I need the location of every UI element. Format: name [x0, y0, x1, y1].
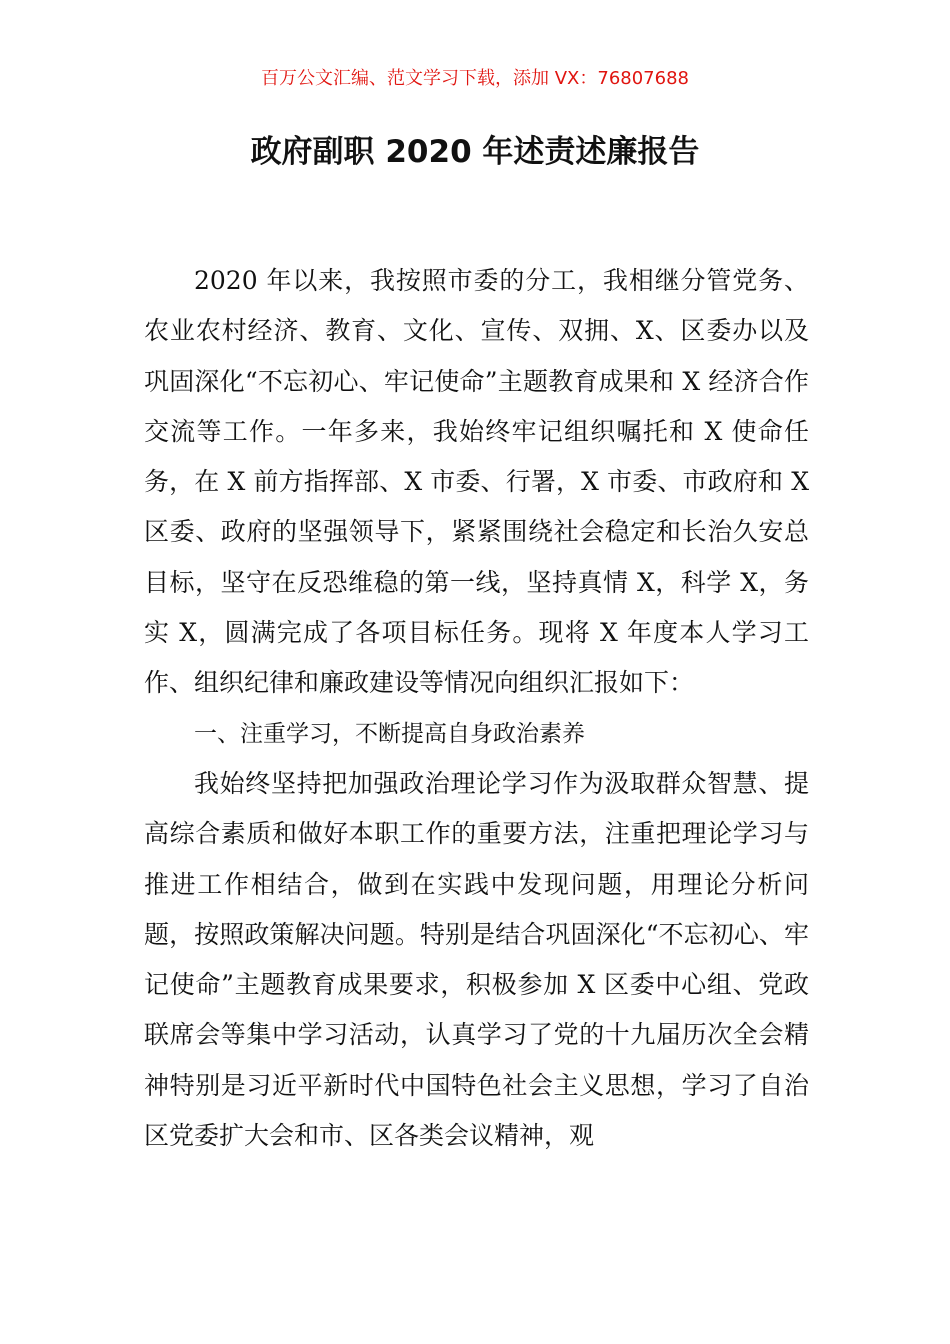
paragraph-intro: 2020 年以来，我按照市委的分工，我相继分管党务、农业农村经济、教育、文化、宣传、双拥、X、区委办以及巩固深化“不忘初心、牢记使命”主题教育成果和 X 经济合作交流等工作。一年多来，我始终牢记组织嘱托和 X 使命任务，在 X 前方指挥部、X 市委、行署，X 市委、市政府和 X 区委、政府的坚强领导下，紧紧围绕社会稳定和长治久安总目标，坚守在反恐维稳的第一线，坚持真情 X，科学 X，务实 X，圆满完成了各项目标任务。现将 X 年度本人学习工作、组织纪律和廉政建设等情况向组织汇报如下：: [144, 266, 809, 698]
document-body: [144, 256, 809, 1161]
promo-header: 百万公文汇编、范文学习下载，添加 VX：76807688: [261, 68, 689, 89]
document-title: 政府副职 2020 年述责述廉报告: [250, 134, 700, 170]
paragraph-study: 我始终坚持把加强政治理论学习作为汲取群众智慧、提高综合素质和做好本职工作的重要方法，注重把理论学习与推进工作相结合，做到在实践中发现问题，用理论分析问题，按照政策解决问题。特别是结合巩固深化“不忘初心、牢记使命”主题教育成果要求，积极参加 X 区委中心组、党政联席会等集中学习活动，认真学习了党的十九届历次全会精神特别是习近平新时代中国特色社会主义思想，学习了自治区党委扩大会和市、区各类会议精神，观: [144, 768, 809, 1151]
section-heading-1: 一、注重学习，不断提高自身政治素养: [194, 720, 585, 747]
